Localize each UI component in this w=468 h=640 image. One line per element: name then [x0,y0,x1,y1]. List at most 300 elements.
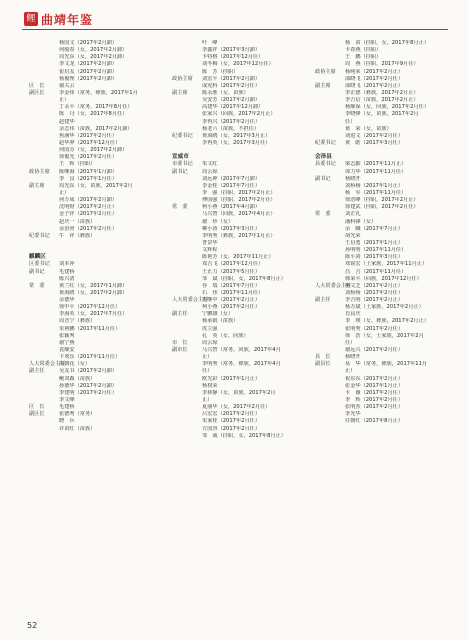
roster-row [172,90,310,97]
official-name [59,240,167,247]
roster-row [29,347,167,354]
position-title [29,376,59,383]
official-name: 邹 斌（挂职，女，2017年8月止） [202,275,286,282]
roster-row [29,226,167,233]
official-name: 王 辉（挂职） [59,161,96,168]
position-title: 区 长 [29,82,45,89]
official-name: 周云琼 [202,339,218,346]
position-title [315,269,345,276]
column-middle [172,40,310,440]
roster-row [315,233,455,240]
section-heading: 宣威市 [172,154,189,161]
yearbook-title: 曲靖年鉴 [41,13,94,27]
roster-row [29,219,167,226]
official-name: 石 伟（2017年11月任） [202,289,264,296]
official-name: 宁鹏雄（女） [202,311,234,318]
position-title: 人大常委会主任 [315,282,352,289]
roster-row [172,418,310,425]
official-name: 徐 浩（女，土家族，2017年2月 [345,332,424,339]
official-name: 周光东（女，苗族，2017年2月 [59,182,133,189]
roster-row [29,47,167,54]
roster-row [315,226,455,233]
official-name: 邓锐宏（土家族，2017年11月止） [345,261,428,268]
position-title [315,233,345,240]
official-name: 卡春燕（挂职） [345,47,382,54]
position-title [172,126,202,133]
official-name: 杨老六（苗族，不担任） [202,125,260,132]
official-name: 陈平剑（2017年3月任） [345,254,404,261]
roster-row [315,111,455,118]
roster-row [172,61,310,68]
position-title [172,269,202,276]
position-title [29,147,59,154]
roster-row [315,54,455,61]
roster-row [172,411,310,418]
official-name: 欧光彩（2017年1月止） [202,375,261,382]
roster-row [315,333,455,340]
roster-row [315,140,455,147]
position-title: 副主席 [172,89,188,96]
roster-row [172,376,310,383]
roster-row [172,161,310,168]
position-title [172,226,202,233]
official-name: 陈永胜（女，苗族） [202,89,249,96]
position-title: 常 委 [29,282,45,289]
roster-row [315,133,455,140]
position-title [315,169,345,176]
roster-row [172,318,310,325]
position-title [315,54,345,61]
roster-row [29,333,167,340]
roster-row [29,83,167,90]
roster-row [172,247,310,254]
position-title [315,126,345,133]
position-title [315,368,345,375]
roster-row [315,104,455,111]
roster-row [172,111,310,118]
position-title: 人大常委会主任 [172,297,209,304]
roster-row [29,418,167,425]
roster-row [315,247,455,254]
official-name: 肖继中（2017年2月止） [202,297,261,304]
position-title [172,97,202,104]
position-title [315,133,345,140]
roster-row [172,83,310,90]
official-name: 李 良（2017年1月任） [59,175,118,182]
position-title [172,61,202,68]
position-title [29,97,59,104]
official-name: 杨晓开 [345,175,361,182]
position-title [29,161,59,168]
official-name: 李明秀（彝族，2017年1月止） [202,232,276,239]
position-title [315,219,345,226]
official-name: 晓 兵 [59,418,75,425]
position-title [315,290,345,297]
official-name: 焦满华（2017年2月任） [59,132,118,139]
roster-row [29,183,167,190]
position-title [315,183,345,190]
official-name: 杨国文（2017年2月卸） [59,40,118,46]
roster-row [29,383,167,390]
official-name: 崔启友（2017年2月卸） [59,68,118,75]
official-name: 谢宁燕 [59,339,75,346]
position-title [315,311,345,318]
official-name: 余 曦（2017年7月止） [345,225,404,232]
roster-row [172,311,310,318]
official-name: 周晋宁（彝族） [59,318,96,325]
position-title [29,204,59,211]
position-title [315,240,345,247]
official-name: 赵庆一（苗族） [59,218,96,225]
roster-row [29,397,167,404]
position-title [29,126,59,133]
section-heading: 麒麟区 [29,254,46,261]
official-name [202,147,310,154]
official-name: 李晓烽（女，苗族，2017年2月 [345,111,419,118]
official-name: 虎立强 [202,325,218,332]
official-name: 张明杰（2017年2月任） [345,404,404,411]
roster-row [315,390,455,397]
roster-row [315,211,455,218]
roster-row [315,90,455,97]
roster-row [315,161,455,168]
position-title: 市 长 [172,339,188,346]
official-name: 周云琼 [202,168,218,175]
position-title [29,54,59,61]
position-title [315,104,345,111]
roster-row [172,147,310,154]
position-title: 纪委书记 [315,139,336,146]
roster-row [315,340,455,347]
official-name: 止） [59,189,70,196]
position-title [315,119,345,126]
roster-row [29,247,167,254]
roster-row [172,190,310,197]
position-title [29,154,59,161]
roster-row [315,97,455,104]
official-name: 谢远兴（2017年2月任） [345,347,404,354]
roster-row [29,126,167,133]
position-title [315,111,345,118]
roster-row [172,219,310,226]
roster-row [172,47,310,54]
position-title: 副县长 [315,361,331,368]
official-name: 许苗红（苗族） [59,425,96,432]
position-title [172,261,202,268]
roster-row [172,183,310,190]
roster-row [29,340,167,347]
official-name: 止） [345,368,356,375]
position-title: 副主任 [172,311,188,318]
official-name: 任） [202,368,213,375]
official-name: 杨万斌（土家族，2017年2月止） [345,304,424,311]
official-name: 孙德华（2017年2月卸） [59,382,118,389]
position-title: 常 委 [172,204,188,211]
roster-row [172,326,310,333]
official-name: 李海英（女，2017年7月任） [59,311,128,318]
roster-row [172,390,310,397]
official-name: 谢 珍（女） [202,218,234,225]
position-title [172,140,202,147]
official-name: 朱文红 [202,161,218,168]
roster-row [29,368,167,375]
position-title [315,404,345,411]
page-header [0,0,468,34]
official-name [59,247,167,254]
roster-row [172,54,310,61]
official-name: 卡特格（2017年12月任） [202,54,264,61]
roster-row [29,54,167,61]
official-name: 李正德（彝族，2017年2月止） [345,89,419,96]
position-title [315,333,345,340]
official-name: 普景华 [202,239,218,246]
official-name [345,147,455,154]
roster-row [29,233,167,240]
position-title [172,40,202,47]
roster-row [172,254,310,261]
roster-row [172,240,310,247]
position-title [172,383,202,390]
official-name: 赵华骅（2017年12月任） [59,139,121,146]
roster-row [29,290,167,297]
position-title [29,140,59,147]
position-title [29,347,59,354]
official-name: 李 瑛（女，彝族，2017年2月止） [345,318,429,325]
roster-row [315,261,455,268]
roster-row [29,133,167,140]
roster-row [315,183,455,190]
official-name: 孙明明（2017年11月任） [345,247,407,254]
official-name: 成宪科（2017年2月任） [202,82,261,89]
roster-row [29,40,167,47]
position-title [172,83,202,90]
official-name: 马兴智（常务，回族，2017年4月 [202,347,281,354]
official-name: 邵晓飞（2017年2月止） [345,82,404,89]
official-name: 方国容（2017年2月任） [202,425,261,432]
roster-row [315,190,455,197]
roster-row [172,197,310,204]
position-title [29,197,59,204]
position-title [315,318,345,325]
roster-row [172,97,310,104]
official-name: 何船春（女，2017年2月卸） [59,47,128,54]
official-name: 李文龙（2017年2月卸） [59,61,118,68]
roster-row [29,190,167,197]
section-heading: 会泽县 [315,154,332,161]
position-title: 人大常委会主任 [29,361,66,368]
official-name: 易 华（常务，彝族，2017年11月 [345,361,428,368]
official-name: 止） [202,397,213,404]
position-title [172,211,202,218]
position-title [29,69,59,76]
roster-row [172,69,310,76]
position-title [29,176,59,183]
roster-row [172,140,310,147]
official-name: 李 辉（2017年2月任） [345,397,404,404]
official-name: 邓吉飞（2017年12月任） [202,261,264,268]
position-title [172,354,202,361]
official-name: 高建华（2017年12月卸） [202,104,264,111]
position-title [29,340,59,347]
official-name: 柳小涛（2017年3月任） [202,225,261,232]
roster-row [315,269,455,276]
position-title: 副区长 [29,89,45,96]
position-title [29,119,59,126]
roster-row [29,140,167,147]
roster-row [315,290,455,297]
position-title: 副主席 [315,82,331,89]
official-name: 任朝红（2017年8月止） [345,418,404,425]
official-name: 李金炜（常务，彝族，2017年1月 [59,89,138,96]
official-name: 李金桂（2017年7月任） [202,182,261,189]
official-name: 潘科锋（女） [345,218,377,225]
position-title [172,240,202,247]
position-title [29,276,59,283]
official-name: 李光华 [345,411,361,418]
roster-row [172,104,310,111]
official-name: 徐浩峰（挂职，2017年2月止） [345,197,419,204]
official-name: 肖良庆 [345,311,361,318]
roster-row [29,376,167,383]
column-right [315,40,455,426]
roster-row [172,340,310,347]
official-name: 杨顺保（女，回族，2017年2月任） [345,104,429,111]
header-divider [22,29,448,30]
roster-row [172,211,310,218]
official-name: 刘冬梅（女，2017年12月任） [202,61,274,68]
official-name: 昌 吉（2017年11月任） [345,268,407,275]
position-title [172,318,202,325]
position-title: 副书记 [29,268,45,275]
position-title [172,433,202,440]
position-title [172,426,202,433]
official-name: 吕宏宏（2017年2月任） [202,411,261,418]
roster-row [315,83,455,90]
position-title [315,40,345,47]
position-title [172,69,202,76]
roster-row [172,204,310,211]
official-name: 刘桥杨（2017年2月任） [345,289,404,296]
official-name: 刘远神（2017年7月卸） [202,175,261,182]
position-title [315,197,345,204]
position-title: 副市长 [172,347,188,354]
position-title [172,183,202,190]
roster-row [29,297,167,304]
roster-row [29,154,167,161]
official-name: 毛建桥 [59,404,75,411]
official-name: 王启勇（2017年1月止） [345,239,404,246]
position-title [29,40,59,47]
roster-row [315,283,455,290]
roster-row [172,368,310,375]
official-name: 李鑫祥（2017年3月卸） [202,47,261,54]
roster-row [29,161,167,168]
position-title [315,383,345,390]
official-name: 金子祥（2017年2月任） [59,211,118,218]
official-name: 高朝花（女） [59,361,91,368]
roster-row [29,269,167,276]
roster-row [315,69,455,76]
position-title [172,54,202,61]
roster-row [315,368,455,375]
position-title [29,61,59,68]
position-title [315,254,345,261]
position-title: 政协主席 [172,75,193,82]
position-title: 副主席 [29,182,45,189]
roster-row [315,240,455,247]
official-name: 李吉信（苗族，2017年2月止） [345,97,419,104]
official-name: 胡光荣 [345,232,361,239]
position-title [172,254,202,261]
roster-row [315,40,455,47]
official-name: 何国芬（女，2017年2月卸） [59,147,128,154]
position-title [172,418,202,425]
position-title [172,326,202,333]
official-name: 柯小燕（2017年2月任） [202,304,261,311]
official-name: 黄海鸥（女，2017年2月卸） [59,289,128,296]
position-title [315,304,345,311]
position-title [29,297,59,304]
roster-row [315,254,455,261]
position-title: 副书记 [172,168,188,175]
roster-row [29,311,167,318]
official-name: 余志伟（苗族，2017年2月卸） [59,125,133,132]
position-title: 县委书记 [315,161,336,168]
position-title [172,247,202,254]
roster-row [172,133,310,140]
roster-row [315,147,455,154]
roster-row [29,211,167,218]
position-title [29,290,59,297]
roster-row [29,283,167,290]
roster-row [315,376,455,383]
position-title [29,311,59,318]
roster-row [315,61,455,68]
roster-row [172,40,310,47]
position-title [172,219,202,226]
official-name: 李再兴（2017年2月任） [202,118,261,125]
official-name: 杨文芝（2017年2月止） [345,282,404,289]
roster-row [172,126,310,133]
position-title [172,119,202,126]
official-name: 刘本萍 [59,261,75,268]
official-name: 陈 丹（女，2017年8月任） [59,111,128,118]
roster-row [29,76,167,83]
official-name: 鲍双森（苗族） [59,375,96,382]
official-name: 周光东（女，2017年2月卸） [59,54,128,61]
roster-row [172,226,310,233]
official-name: 徐中平（2017年12月任） [59,304,121,311]
official-name: 陈 芳（挂职） [202,68,239,75]
roster-row [172,426,310,433]
official-name: 韩荣平（回族，2017年12月任） [345,275,422,282]
position-title [29,333,59,340]
official-name: 吴安芳（2017年2月卸） [202,97,261,104]
roster-row [172,269,310,276]
roster-row [29,204,167,211]
official-name: 刘进文（2017年2月任） [345,132,404,139]
roster-row [172,347,310,354]
position-title [29,104,59,111]
official-name: 文辉程 [202,247,218,254]
column-left [29,40,167,433]
position-title [29,383,59,390]
roster-row [315,126,455,133]
roster-row [172,176,310,183]
official-name: 黄兰红（女，2017年1月卸） [59,282,128,289]
official-name: 王正力（2017年5月任） [202,268,261,275]
position-title: 政协主席 [315,68,336,75]
